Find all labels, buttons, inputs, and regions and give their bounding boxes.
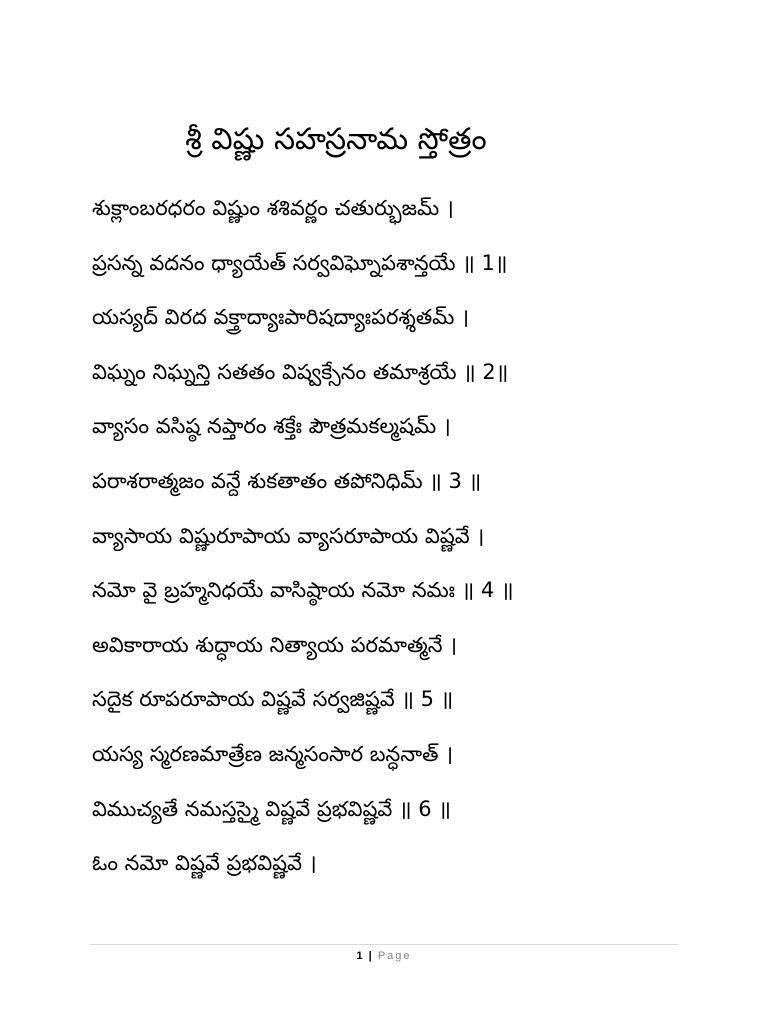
page-label: Page bbox=[377, 950, 412, 962]
footer-separator: | bbox=[368, 950, 372, 962]
verse-line: వ్యాసం వసిష్ఠ నప్తారం శక్తేః పౌత్రమకల్మషమ్ । bbox=[92, 414, 451, 439]
verse-line: ఓం నమో విష్ణవే ప్రభవిష్ణవే । bbox=[92, 851, 317, 876]
verse-line: యస్యద్ విరద వక్త్రాద్యాఃపారిషద్యాఃపరశ్శతమ్ । bbox=[92, 305, 470, 330]
verse-line: నమో వై బ్రహ్మనిధయే వాసిష్ఠాయ నమో నమః ॥ 4 ॥ bbox=[92, 578, 514, 603]
verse-line: విముచ్యతే నమస్తస్మై విష్ణవే ప్రభవిష్ణవే ॥ 6 ॥ bbox=[92, 796, 451, 821]
verse-line: యస్య స్మరణమాత్రేణ జన్మసంసార బన్ధనాత్ । bbox=[92, 741, 454, 766]
footer-divider bbox=[90, 944, 678, 945]
verse-list bbox=[92, 186, 732, 896]
verse-line: సదైక రూపరూపాయ విష్ణవే సర్వజిష్ణవే ॥ 5 ॥ bbox=[92, 687, 454, 712]
verse-line: పరాశరాత్మజం వన్దే శుకతాతం తపోనిధిమ్ ॥ 3 ॥ bbox=[92, 468, 482, 493]
page-footer bbox=[0, 948, 768, 964]
verse-line: విఘ్నం నిఘ్నన్తి సతతం విష్వక్సేనం తమాశ్రయే ॥ 2॥ bbox=[92, 359, 509, 384]
page-number: 1 bbox=[356, 950, 363, 962]
verse-line: వ్యాసాయ విష్ణురూపాయ వ్యాసరూపాయ విష్ణవే । bbox=[92, 523, 485, 548]
page-title: శ్రీ విష్ణు సహస్రనామ స్తోత్రం bbox=[185, 122, 487, 157]
verse-line: ప్రసన్న వదనం ధ్యాయేత్ సర్వవిఘ్నోపశాన్తయే ॥ 1॥ bbox=[92, 250, 508, 275]
verse-line: శుక్లాంబరధరం విష్ణుం శశివర్ణం చతుర్భుజమ్ । bbox=[92, 196, 454, 220]
verse-line: అవికారాయ శుద్ధాయ నిత్యాయ పరమాత్మనే । bbox=[92, 632, 458, 657]
